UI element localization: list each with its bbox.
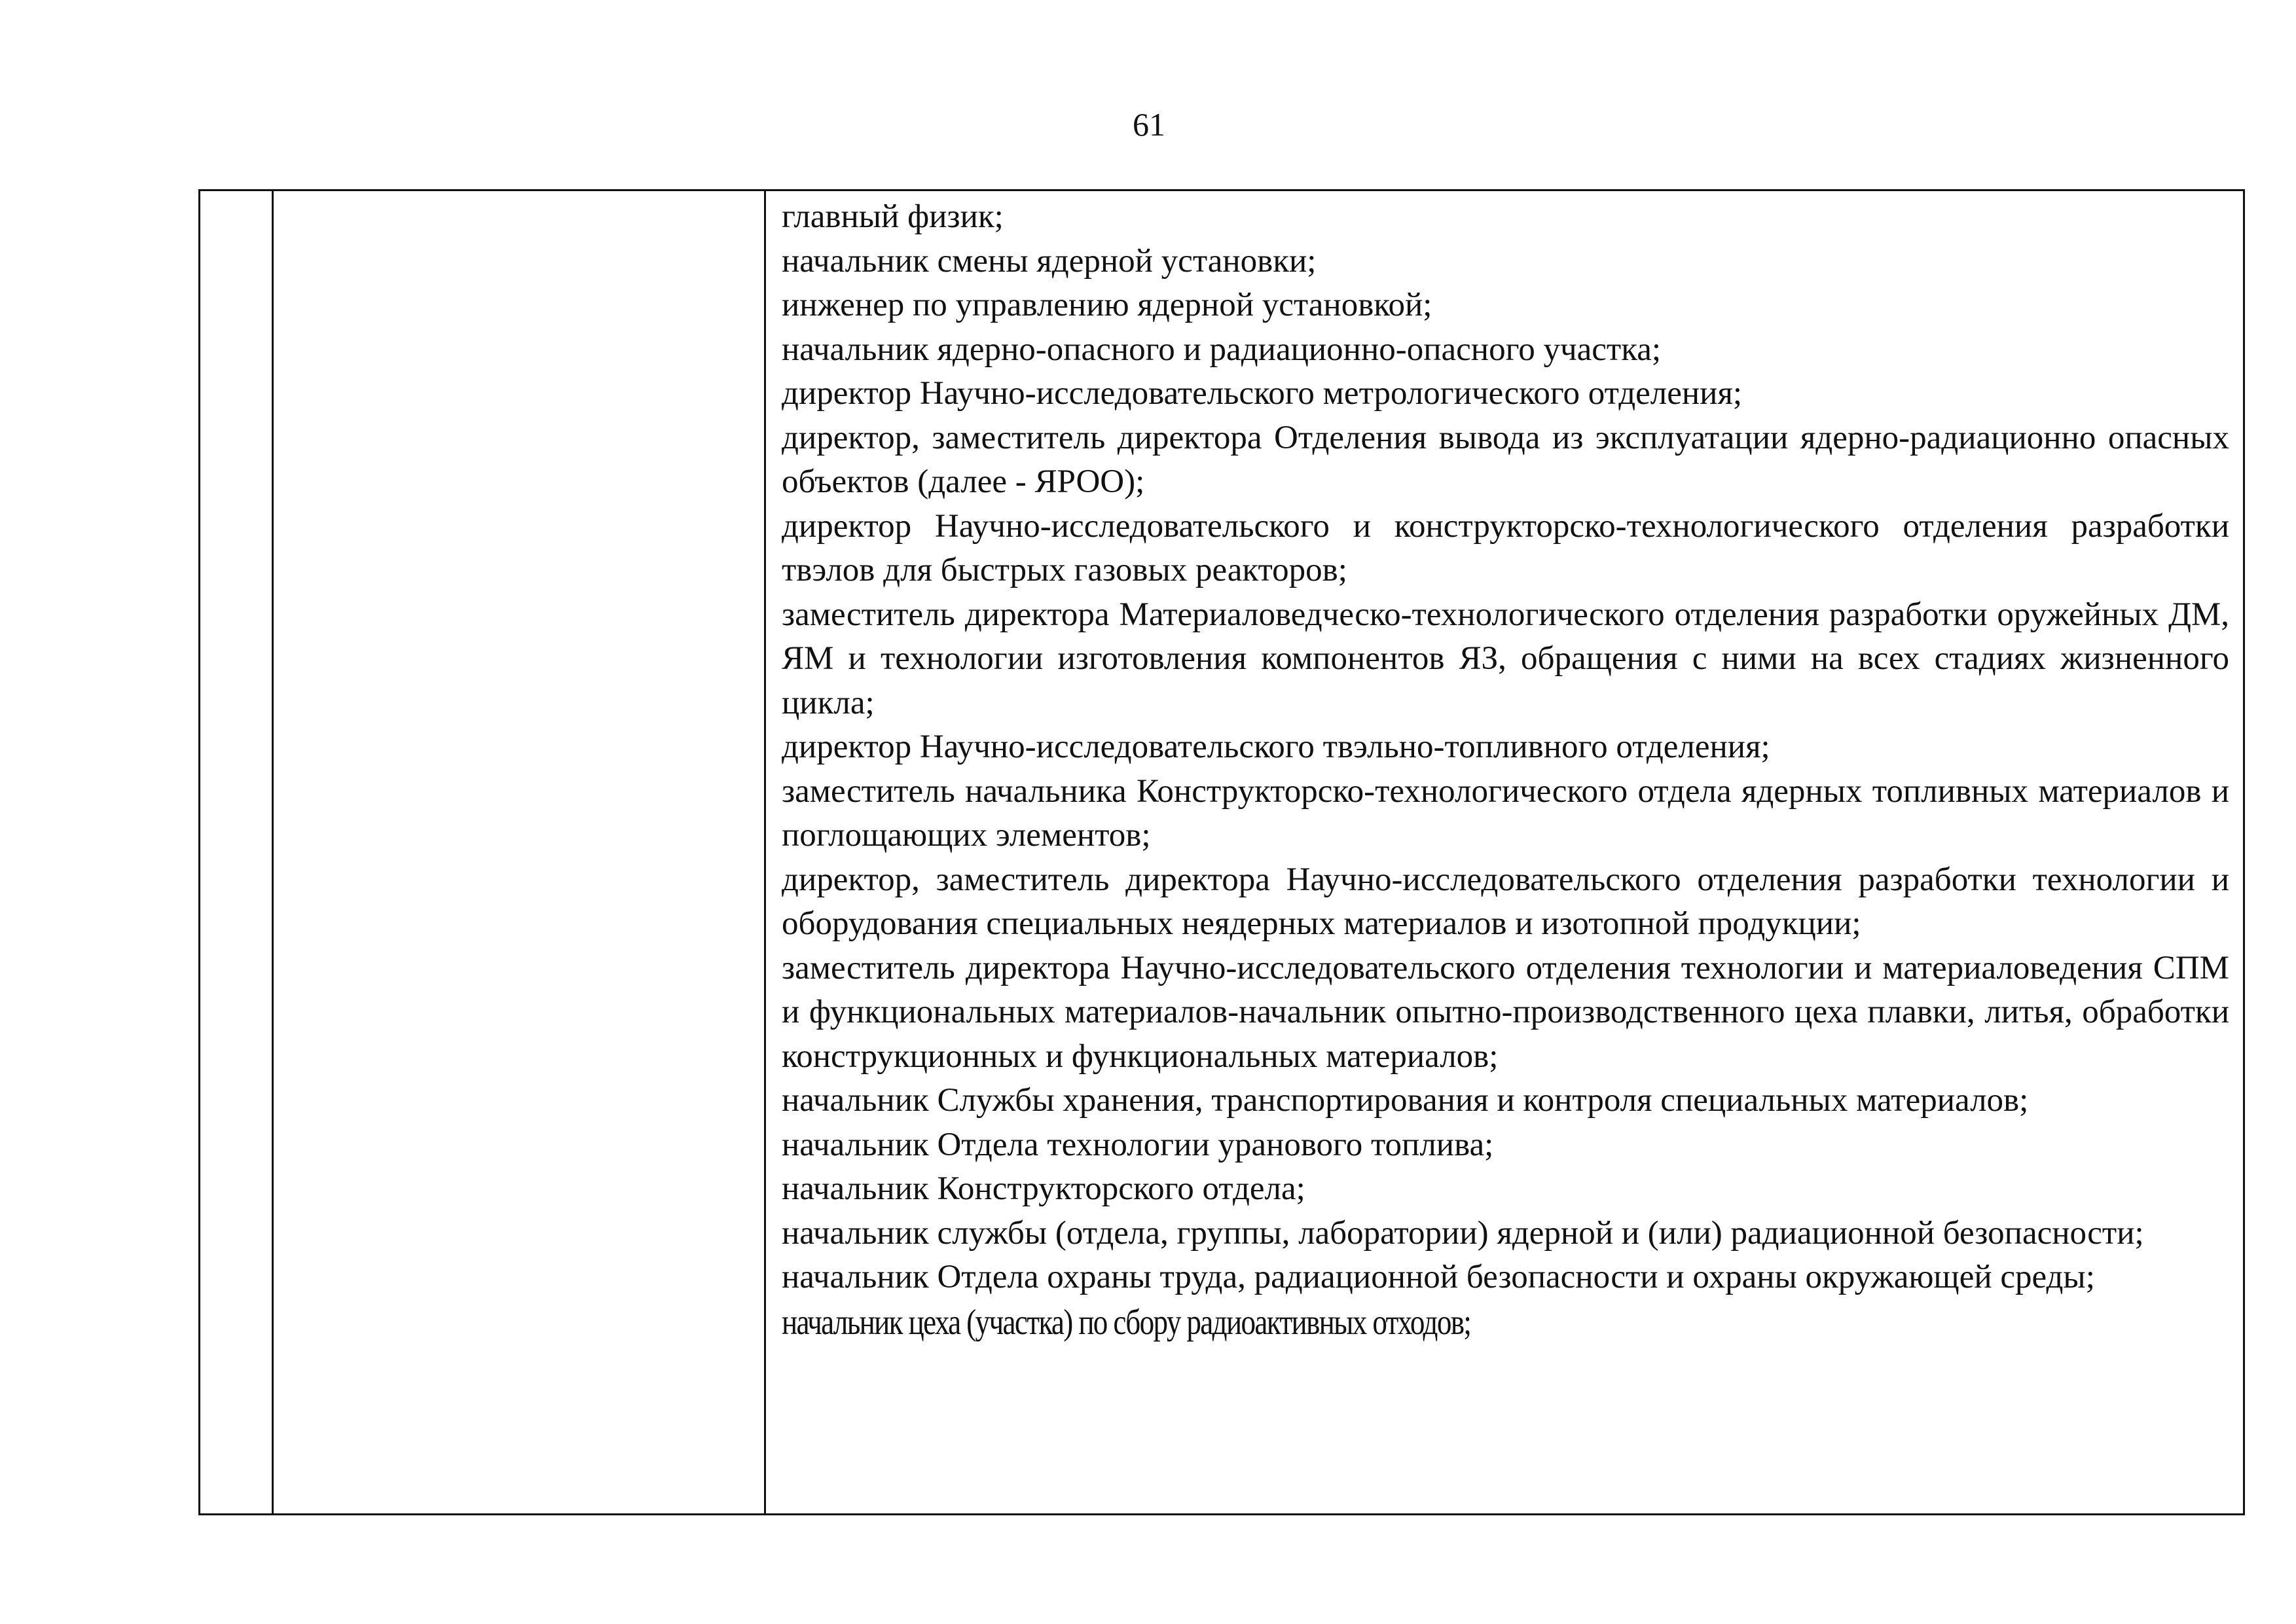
position-entry: директор Научно-исследовательского и конструкторско-технологического отделения разработки твэлов для быстрых газовых реакторов; — [782, 507, 2229, 588]
position-entry: заместитель директора Научно-исследовательского отделения технологии и материаловедения СПМ и функциональных материалов-начальник опытно-производственного цеха плавки, литья, обработки конструкционных и функциональных материалов; — [782, 949, 2229, 1075]
positions-table — [198, 189, 2245, 1515]
position-entry: начальник Конструкторского отдела; — [782, 1170, 1305, 1207]
position-entry: директор Научно-исследовательского метрологического отделения; — [782, 375, 1743, 412]
position-entry: заместитель директора Материаловедческо-технологического отделения разработки оружейных ДМ, ЯМ и технологии изготовления компонентов ЯЗ, обращения с ними на всех стадиях жизненного цикла; — [782, 596, 2229, 721]
position-entry: главный физик; — [782, 198, 1004, 235]
position-entry: инженер по управлению ядерной установкой; — [782, 287, 1432, 323]
position-entry: заместитель начальника Конструкторско-технологического отдела ядерных топливных материалов и поглощающих элементов; — [782, 772, 2229, 854]
position-entry: директор, заместитель директора Отделения вывода из эксплуатации ядерно-радиационно опасных объектов (далее - ЯРОО); — [782, 419, 2229, 500]
position-entry: начальник цеха (участка) по сбору радиоактивных отходов; — [782, 1301, 1471, 1342]
position-entry: начальник Отдела охраны труда, радиационной безопасности и охраны окружающей среды; — [782, 1259, 2095, 1295]
table-cell-number — [200, 191, 274, 1513]
position-entry: начальник Отдела технологии уранового топлива; — [782, 1126, 1494, 1163]
position-entry: начальник смены ядерной установки; — [782, 242, 1317, 280]
page-number: 61 — [1133, 106, 1165, 143]
table-cell-positions — [766, 191, 2245, 1513]
table-cell-category — [274, 191, 766, 1513]
position-entry: начальник ядерно-опасного и радиационно-опасного участка; — [782, 331, 1662, 368]
position-entry: директор Научно-исследовательского твэльно-топливного отделения; — [782, 729, 1770, 765]
position-entry: начальник службы (отдела, группы, лаборатории) ядерной и (или) радиационной безопасности; — [782, 1214, 2144, 1252]
position-entry: директор, заместитель директора Научно-исследовательского отделения разработки технологии и оборудования специальных неядерных материалов и изотопной продукции; — [782, 861, 2229, 942]
position-entry: начальник Службы хранения, транспортирования и контроля специальных материалов; — [782, 1082, 2029, 1119]
